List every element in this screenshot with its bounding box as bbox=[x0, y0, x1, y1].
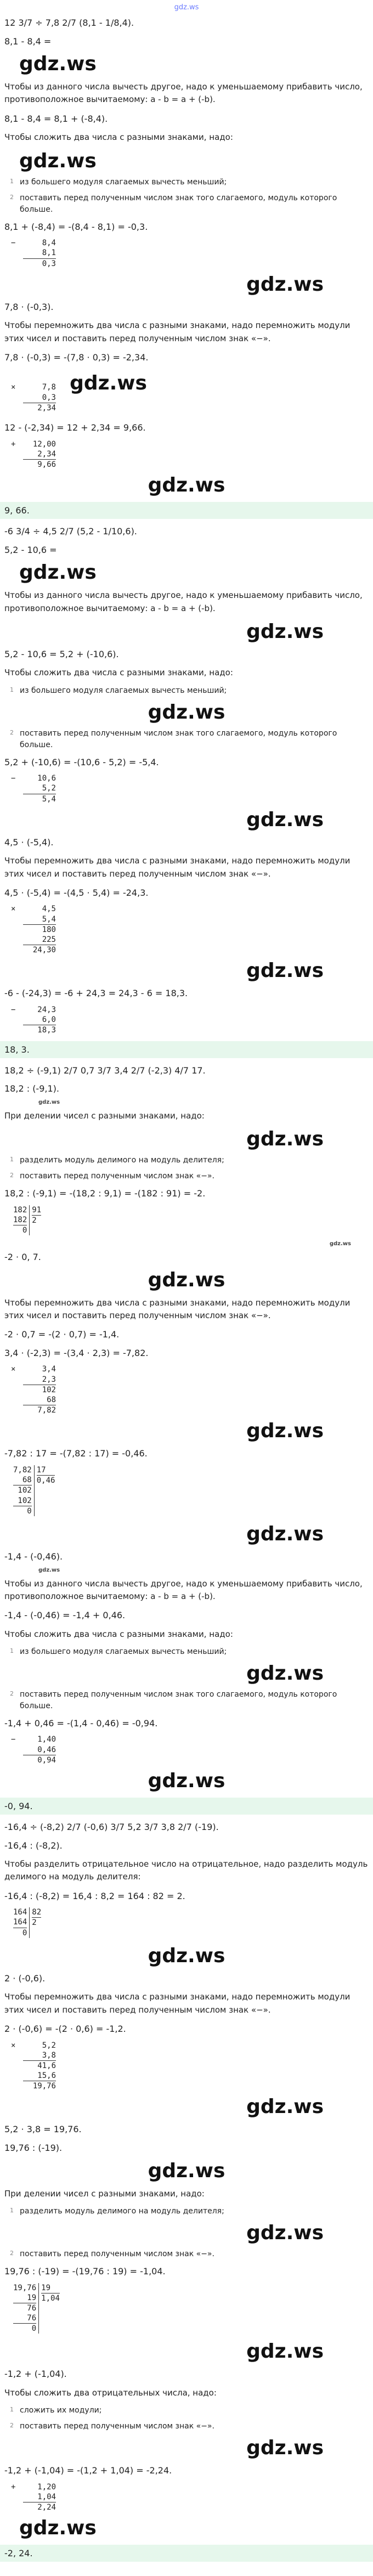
column-addition: + 12,00 2,34 9,66 bbox=[11, 439, 56, 469]
task4-line8: -1,2 + (-1,04). bbox=[4, 2369, 67, 2380]
watermark: gdz.ws bbox=[246, 1522, 324, 1545]
long-division: 7,82 68 102 102 0 17 0,46 bbox=[0, 1463, 57, 1518]
watermark: gdz.ws bbox=[19, 149, 97, 172]
task1-line3: 8,1 + (-8,4) = -(8,4 - 8,1) = -0,3. bbox=[4, 221, 148, 232]
task4-line2: -16,4 : (-8,2) = 16,4 : 8,2 = 164 : 82 = 2. bbox=[4, 1890, 185, 1901]
task4-rule-divide-negative: Чтобы разделить отрицательное число на отрицательное, надо разделить модуль делимого на модуль делителя: bbox=[4, 1859, 368, 1882]
watermark: gdz.ws bbox=[329, 1241, 351, 1247]
rule-item: 1 разделить модуль делимого на модуль делителя; bbox=[10, 1156, 224, 1165]
task3-line4: -2 · 0,7 = -(2 · 0,7) = -1,4. bbox=[4, 1329, 120, 1340]
task3-line2: 18,2 : (-9,1) = -(18,2 : 9,1) = -(182 : 91) = -2. bbox=[4, 1188, 206, 1199]
task3-line1: 18,2 : (-9,1). bbox=[4, 1083, 59, 1094]
column-multiplication: × 5,2 3,8 41,6 15,6 19,76 bbox=[11, 2041, 56, 2091]
watermark: gdz.ws bbox=[38, 1567, 60, 1573]
task4-line4: 2 · (-0,6) = -(2 · 0,6) = -1,2. bbox=[4, 2023, 126, 2034]
watermark: gdz.ws bbox=[246, 808, 324, 831]
task4-line3: 2 · (-0,6). bbox=[4, 1973, 46, 1984]
task1-line2: 8,1 - 8,4 = 8,1 + (-8,4). bbox=[4, 113, 108, 124]
watermark: gdz.ws bbox=[246, 2437, 324, 2460]
watermark: gdz.ws bbox=[246, 1420, 324, 1443]
task4-rule-multiply: Чтобы перемножить два числа с разными знаками, надо перемножить модули этих чисел и поставить перед полученным числом знак «−». bbox=[4, 1992, 351, 2015]
task4-line6: 19,76 : (-19). bbox=[4, 2143, 63, 2154]
column-subtraction: − 1,40 0,46 0,94 bbox=[11, 1735, 56, 1765]
watermark: gdz.ws bbox=[19, 561, 97, 584]
watermark: gdz.ws bbox=[148, 2159, 225, 2182]
task2-line2: 5,2 - 10,6 = 5,2 + (-10,6). bbox=[4, 648, 119, 659]
task2-rule-multiply: Чтобы перемножить два числа с разными знаками, надо перемножить модули этих чисел и поставить перед полученным числом знак «−». bbox=[4, 856, 351, 879]
task1-rule-add: Чтобы сложить два числа с разными знаками, надо: bbox=[4, 132, 233, 143]
task3-line6: -7,82 : 17 = -(7,82 : 17) = -0,46. bbox=[4, 1448, 148, 1459]
task1-rule-subtract: Чтобы из данного числа вычесть другое, надо к уменьшаемому прибавить число, противоположное вычитаемому: a - b = a + (-b). bbox=[4, 82, 363, 105]
task3-line5: 3,4 · (-2,3) = -(3,4 · 2,3) = -7,82. bbox=[4, 1347, 149, 1358]
task4-rule-divide: При делении чисел с разными знаками, надо: bbox=[4, 2188, 205, 2199]
site-header[interactable]: gdz.ws bbox=[174, 3, 199, 12]
task4-rule-add-negative: Чтобы сложить два отрицательных числа, надо: bbox=[4, 2388, 217, 2398]
rule-item: 2 поставить перед полученным числом знак того слагаемого, модуль которого больше. bbox=[10, 1690, 337, 1710]
task1-line5: 7,8 · (-0,3) = -(7,8 · 0,3) = -2,34. bbox=[4, 352, 149, 363]
task1-expression: 12 3/7 ÷ 7,8 2/7 (8,1 - 1/8,4). bbox=[4, 18, 134, 28]
task1-rule-multiply: Чтобы перемножить два числа с разными знаками, надо перемножить модули этих чисел и поставить перед полученным числом знак «−». bbox=[4, 320, 351, 343]
task3-line3: -2 · 0, 7. bbox=[4, 1252, 41, 1263]
task3-answer: -0, 94. bbox=[0, 1798, 373, 1815]
task2-rule-add: Чтобы сложить два числа с разными знаками, надо: bbox=[4, 668, 233, 678]
watermark: gdz.ws bbox=[148, 1944, 225, 1967]
task1-line1: 8,1 - 8,4 = bbox=[4, 36, 52, 47]
task4-answer: -2, 24. bbox=[0, 2545, 373, 2562]
task2-line5: 4,5 · (-5,4) = -(4,5 · 5,4) = -24,3. bbox=[4, 887, 149, 898]
watermark: gdz.ws bbox=[148, 474, 225, 497]
rule-item: 2 поставить перед полученным числом знак того слагаемого, модуль которого больше. bbox=[10, 193, 337, 214]
task4-line9: -1,2 + (-1,04) = -(1,2 + 1,04) = -2,24. bbox=[4, 2465, 172, 2476]
watermark: gdz.ws bbox=[148, 701, 225, 724]
task1-line6: 12 - (-2,34) = 12 + 2,34 = 9,66. bbox=[4, 422, 146, 433]
task4-line5: 5,2 · 3,8 = 19,76. bbox=[4, 2124, 82, 2135]
rule-item: 1 сложить их модули; bbox=[10, 2406, 102, 2415]
watermark: gdz.ws bbox=[19, 53, 97, 76]
task1-answer: 9, 66. bbox=[0, 502, 373, 519]
task3-rule-multiply: Чтобы перемножить два числа с разными знаками, надо перемножить модули этих чисел и поставить перед полученным числом знак «−». bbox=[4, 1297, 351, 1320]
watermark: gdz.ws bbox=[246, 1662, 324, 1685]
watermark: gdz.ws bbox=[246, 1128, 324, 1150]
watermark: gdz.ws bbox=[246, 2095, 324, 2119]
task2-line3: 5,2 + (-10,6) = -(10,6 - 5,2) = -5,4. bbox=[4, 756, 159, 767]
long-division: 164 164 0 82 2 bbox=[0, 1905, 43, 1940]
task3-line7: -1,4 - (-0,46). bbox=[4, 1551, 63, 1562]
task4-line7: 19,76 : (-19) = -(19,76 : 19) = -1,04. bbox=[4, 2266, 166, 2276]
watermark: gdz.ws bbox=[246, 2221, 324, 2244]
watermark: gdz.ws bbox=[246, 2340, 324, 2363]
task3-line8: -1,4 - (-0,46) = -1,4 + 0,46. bbox=[4, 1610, 126, 1620]
column-subtraction: − 24,3 6,0 18,3 bbox=[11, 1005, 56, 1035]
task1-line4: 7,8 · (-0,3). bbox=[4, 301, 54, 312]
task3-expression: 18,2 ÷ (-9,1) 2/7 0,7 3/7 3,4 2/7 (-2,3) 4/7 17. bbox=[4, 1065, 206, 1076]
task2-line4: 4,5 · (-5,4). bbox=[4, 837, 54, 848]
watermark: gdz.ws bbox=[246, 273, 324, 296]
rule-item: 1 разделить модуль делимого на модуль делителя; bbox=[10, 2206, 224, 2216]
task3-rule-subtract: Чтобы из данного числа вычесть другое, надо к уменьшаемому прибавить число, противоположное вычитаемому: a - b = a + (-b). bbox=[4, 1578, 363, 1601]
watermark: gdz.ws bbox=[70, 372, 147, 395]
watermark: gdz.ws bbox=[148, 1770, 225, 1792]
task2-answer: 18, 3. bbox=[0, 1041, 373, 1058]
column-subtraction: − 8,4 8,1 0,3 bbox=[11, 239, 56, 268]
task3-rule-divide: При делении чисел с разными знаками, надо: bbox=[4, 1110, 205, 1121]
task3-rule-add: Чтобы сложить два числа с разными знаками, надо: bbox=[4, 1629, 233, 1639]
column-multiplication: × 3,4 2,3 102 68 7,82 bbox=[11, 1365, 56, 1415]
column-multiplication: × 4,5 5,4 180 225 24,30 bbox=[11, 905, 56, 955]
rule-item: 2 поставить перед полученным числом знак «−». bbox=[10, 2249, 214, 2258]
task4-line1: -16,4 : (-8,2). bbox=[4, 1840, 63, 1851]
watermark: gdz.ws bbox=[38, 1099, 60, 1105]
watermark: gdz.ws bbox=[246, 620, 324, 643]
long-division: 19,76 19 76 76 0 19 1,04 bbox=[0, 2281, 62, 2336]
long-division: 182 182 0 91 2 bbox=[0, 1203, 43, 1238]
rule-item: 2 поставить перед полученным числом знак «−». bbox=[10, 2422, 214, 2431]
task2-rule-subtract: Чтобы из данного числа вычесть другое, надо к уменьшаемому прибавить число, противоположное вычитаемому: a - b = a + (-b). bbox=[4, 590, 363, 613]
task2-line1: 5,2 - 10,6 = bbox=[4, 544, 57, 555]
watermark: gdz.ws bbox=[148, 1268, 225, 1291]
column-multiplication: × 7,8 0,3 2,34 bbox=[11, 383, 56, 413]
watermark: gdz.ws bbox=[19, 2517, 97, 2540]
column-subtraction: − 10,6 5,2 5,4 bbox=[11, 774, 56, 804]
rule-item: 1 из большего модуля слагаемых вычесть меньший; bbox=[10, 1647, 227, 1656]
rule-item: 1 из большего модуля слагаемых вычесть меньший; bbox=[10, 177, 227, 187]
task2-line6: -6 - (-24,3) = -6 + 24,3 = 24,3 - 6 = 18,3. bbox=[4, 988, 188, 999]
rule-item: 2 поставить перед полученным числом знак «−». bbox=[10, 1172, 214, 1180]
watermark: gdz.ws bbox=[246, 959, 324, 982]
task3-line9: -1,4 + 0,46 = -(1,4 - 0,46) = -0,94. bbox=[4, 1718, 158, 1728]
task2-expression: -6 3/4 ÷ 4,5 2/7 (5,2 - 1/10,6). bbox=[4, 526, 137, 537]
rule-item: 2 поставить перед полученным числом знак того слагаемого, модуль которого больше. bbox=[10, 728, 337, 749]
task4-expression: -16,4 ÷ (-8,2) 2/7 (-0,6) 3/7 5,2 3/7 3,8 2/7 (-19). bbox=[4, 1822, 219, 1832]
rule-item: 1 из большего модуля слагаемых вычесть меньший; bbox=[10, 686, 227, 695]
column-addition: + 1,20 1,04 2,24 bbox=[11, 2482, 56, 2512]
